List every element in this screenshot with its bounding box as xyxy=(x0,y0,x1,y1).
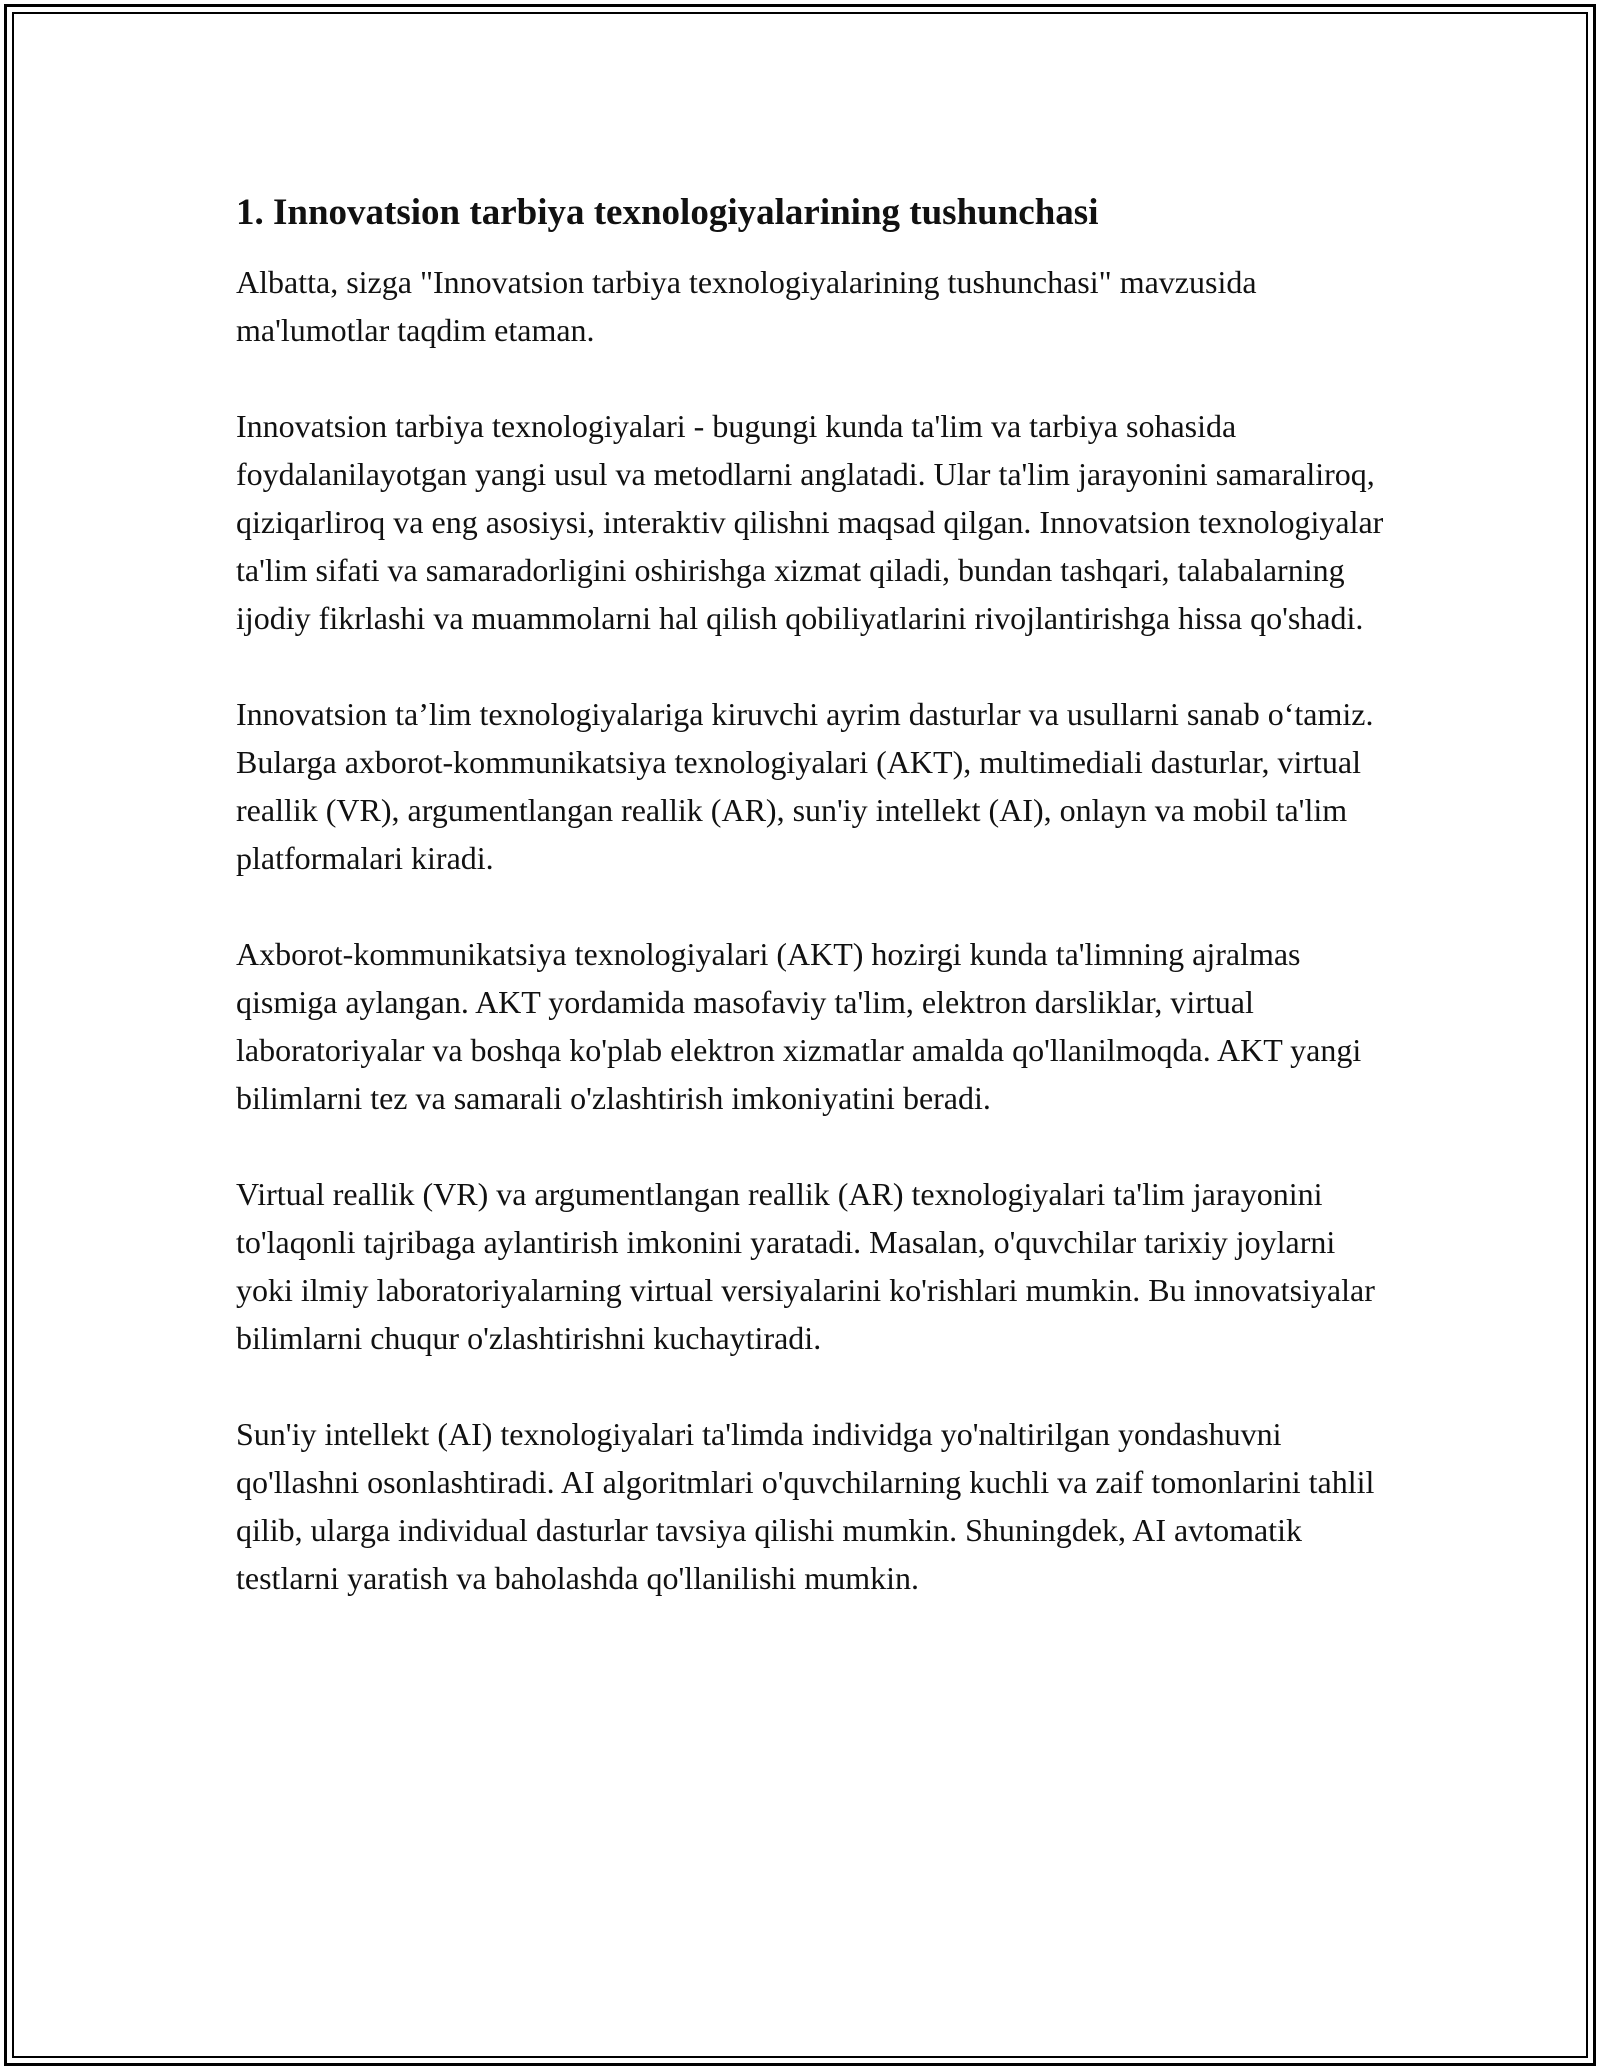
paragraph-akt: Axborot-kommunikatsiya texnologiyalari (AKT) hozirgi kunda ta'limning ajralmas qismiga aylangan. AKT yordamida masofaviy ta'lim, elektron darsliklar, virtual laboratoriyalar va boshqa ko'plab elektron xizmatlar amalda qo'llanilmoqda. AKT yangi bilimlarni tez va samarali o'zlashtirish imkoniyatini beradi. xyxy=(236,936,1362,1116)
paragraph-ai: Sun'iy intellekt (AI) texnologiyalari ta'limda individga yo'naltirilgan yondashuvni qo'llashni osonlashtiradi. AI algoritmlari o'quvchilarning kuchli va zaif tomonlarini tahlil qilib, ularga individual dasturlar tavsiya qilishi mumkin. Shuningdek, AI avtomatik testlarni yaratish va baholashda qo'llanilishi mumkin. xyxy=(236,1416,1375,1596)
paragraph-technologies-list: Innovatsion ta’lim texnologiyalariga kiruvchi ayrim dasturlar va usullarni sanab o‘tamiz. Bularga axborot-kommunikatsiya texnologiyalari (AKT), multimediali dasturlar, virtual reallik (VR), argumentlangan reallik (AR), sun'iy intellekt (AI), onlayn va mobil ta'lim platformalari kiradi. xyxy=(236,696,1374,876)
document-body xyxy=(236,190,1386,1650)
document-title: 1. Innovatsion tarbiya texnologiyalarining tushunchasi xyxy=(236,192,1099,233)
paragraph-definition: Innovatsion tarbiya texnologiyalari - bugungi kunda ta'lim va tarbiya sohasida foydalanilayotgan yangi usul va metodlarni anglatadi. Ular ta'lim jarayonini samaraliroq, qiziqarliroq va eng asosiysi, interaktiv qilishni maqsad qilgan. Innovatsion texnologiyalar ta'lim sifati va samaradorligini oshirishga xizmat qiladi, bundan tashqari, talabalarning ijodiy fikrlashi va muammolarni hal qilish qobiliyatlarini rivojlantirishga hissa qo'shadi. xyxy=(236,408,1384,636)
paragraph-vr-ar: Virtual reallik (VR) va argumentlangan reallik (AR) texnologiyalari ta'lim jarayonini to'laqonli tajribaga aylantirish imkonini yaratadi. Masalan, o'quvchilar tarixiy joylarni yoki ilmiy laboratoriyalarning virtual versiyalarini ko'rishlari mumkin. Bu innovatsiyalar bilimlarni chuqur o'zlashtirishni kuchaytiradi. xyxy=(236,1176,1375,1356)
paragraph-intro: Albatta, sizga "Innovatsion tarbiya texnologiyalarining tushunchasi" mavzusida ma'lumotlar taqdim etaman. xyxy=(236,264,1257,348)
